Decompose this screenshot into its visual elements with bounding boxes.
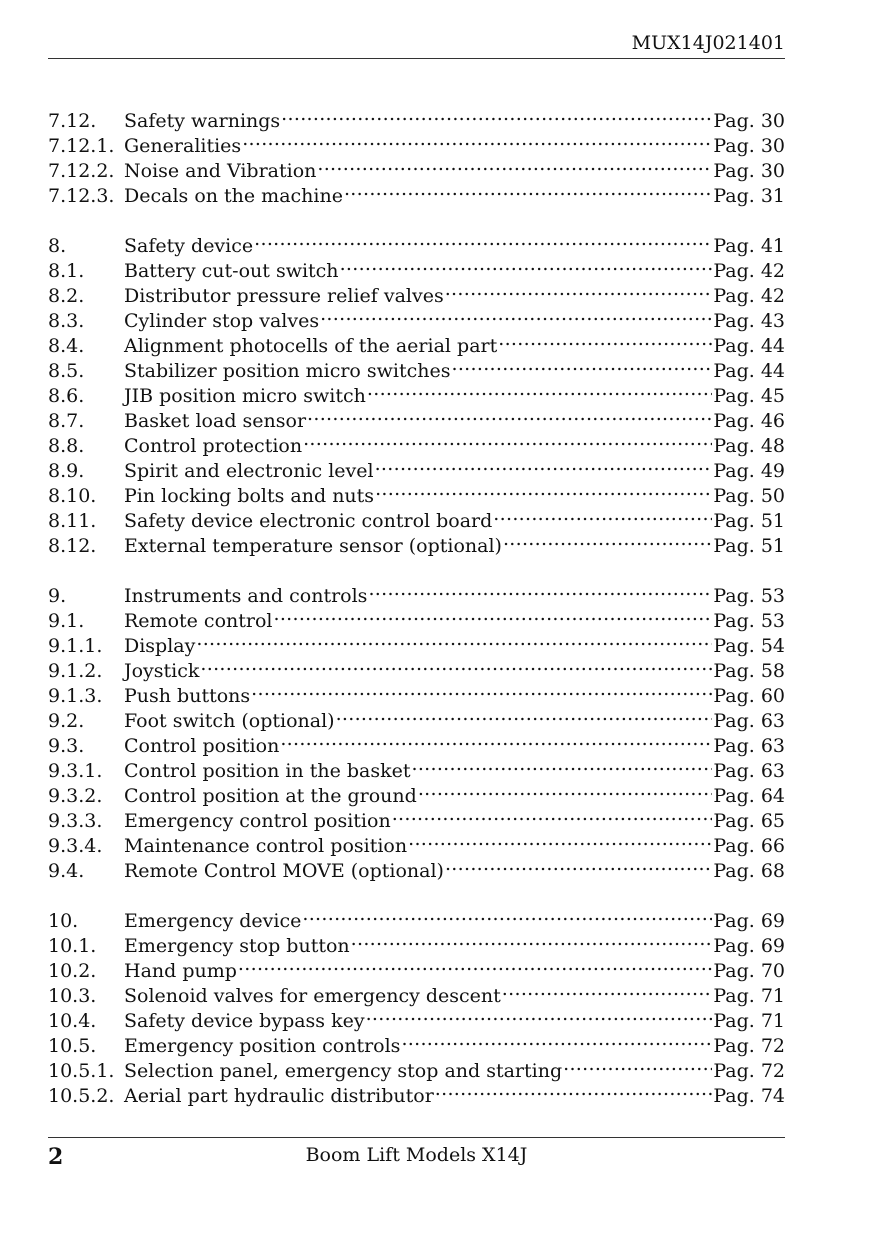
toc-entry-number: 10.2. [48,960,97,982]
toc-entry-number: 9.3.4. [48,835,103,857]
toc-entry-number: 8. [48,235,67,257]
dot-leader [340,252,713,277]
dot-leader [401,1027,712,1052]
dot-leader [563,1052,712,1077]
toc-entry-number: 9.3.1. [48,760,103,782]
toc-section [48,577,785,882]
toc-entry[interactable] [48,577,785,607]
toc-entry-page: Pag. 70 [713,960,785,982]
dot-leader [344,177,712,202]
toc-entry-number: 9.1.3. [48,685,103,707]
toc-entry[interactable] [48,102,785,132]
toc-entry-title: Spirit and electronic level [124,460,374,482]
dot-leader [302,902,712,927]
toc-entry-number: 8.11. [48,510,97,532]
toc-entry-page: Pag. 72 [713,1060,785,1082]
toc-entry-title: Basket load sensor [124,410,307,432]
toc-entry-title: Instruments and controls [124,585,368,607]
dot-leader [502,977,713,1002]
toc-entry-page: Pag. 48 [713,435,785,457]
dot-leader [242,127,712,152]
toc-entry-page: Pag. 50 [713,485,785,507]
toc-entry-number: 10.1. [48,935,97,957]
toc-entry-page: Pag. 42 [713,285,785,307]
toc-entry-number: 8.2. [48,285,85,307]
dot-leader [392,802,713,827]
toc-entry-title: Joystick [124,660,200,682]
dot-leader [196,627,712,652]
dot-leader [493,502,712,527]
page-header [48,0,785,59]
toc-entry-page: Pag. 54 [713,635,785,657]
dot-leader [238,952,712,977]
toc-entry-page: Pag. 64 [713,785,785,807]
toc-entry-title: Maintenance control position [124,835,408,857]
toc-entry-number: 8.12. [48,535,97,557]
toc-entry-title: Safety device [124,235,254,257]
toc-entry-title: Control protection [124,435,303,457]
toc-entry-title: Cylinder stop valves [124,310,320,332]
toc-entry-title: Alignment photocells of the aerial part [124,335,498,357]
toc-entry-page: Pag. 30 [713,160,785,182]
toc-entry-number: 7.12.3. [48,185,115,207]
toc-entry-page: Pag. 65 [713,810,785,832]
toc-entry-number: 9.3.2. [48,785,103,807]
toc-entry-title: Emergency control position [124,810,391,832]
toc-entry-title: Push buttons [124,685,251,707]
toc-entry-number: 8.10. [48,485,97,507]
toc-entry-number: 9.2. [48,710,85,732]
toc-entry-number: 10.3. [48,985,97,1007]
toc-entry-number: 9.1.1. [48,635,103,657]
toc-entry-page: Pag. 31 [713,185,785,207]
toc-entry-page: Pag. 74 [713,1085,785,1107]
toc-entry-title: Solenoid valves for emergency descent [124,985,501,1007]
toc-entry-page: Pag. 41 [713,235,785,257]
toc-entry-page: Pag. 58 [713,660,785,682]
toc-entry-title: Distributor pressure relief valves [124,285,444,307]
dot-leader [367,377,712,402]
toc-entry-number: 9.3.3. [48,810,103,832]
toc-entry-number: 9.3. [48,735,85,757]
toc-entry-title: JIB position micro switch [124,385,366,407]
dot-leader [254,227,712,252]
dot-leader [411,752,712,777]
toc-entry-page: Pag. 71 [713,985,785,1007]
toc-entry-page: Pag. 43 [713,310,785,332]
footer-title: Boom Lift Models X14J [305,1144,528,1166]
toc-entry-title: Safety warnings [124,110,281,132]
toc-entry-title: Remote control [124,610,273,632]
toc-entry-number: 9.1. [48,610,85,632]
toc-entry-title: Display [124,635,196,657]
toc-entry-title: Safety device bypass key [124,1010,365,1032]
dot-leader [273,602,712,627]
dot-leader [320,302,712,327]
toc-entry-title: Stabilizer position micro switches [124,360,451,382]
toc-entry-title: Battery cut-out switch [124,260,339,282]
dot-leader [251,677,712,702]
toc-entry-title: Decals on the machine [124,185,343,207]
toc-entry-page: Pag. 69 [713,910,785,932]
toc-entry-title: Hand pump [124,960,237,982]
document-id: MUX14J021401 [631,32,785,54]
toc-entry-title: Aerial part hydraulic distributor [124,1085,434,1107]
dot-leader [317,152,712,177]
toc-entry-page: Pag. 51 [713,510,785,532]
toc-entry-page: Pag. 51 [713,535,785,557]
toc-entry-title: Generalities [124,135,242,157]
toc-entry-title: Control position at the ground [124,785,417,807]
dot-leader [280,727,712,752]
toc-entry-page: Pag. 71 [713,1010,785,1032]
dot-leader [307,402,712,427]
page-number: 2 [48,1144,64,1170]
toc-entry-number: 10.4. [48,1010,97,1032]
toc-entry-number: 8.9. [48,460,85,482]
dot-leader [408,827,712,852]
toc-entry-title: Emergency stop button [124,935,350,957]
dot-leader [445,852,712,877]
dot-leader [445,277,713,302]
toc-entry-page: Pag. 63 [713,735,785,757]
toc-entry-page: Pag. 63 [713,760,785,782]
toc-entry-title: Pin locking bolts and nuts [124,485,375,507]
dot-leader [452,352,713,377]
dot-leader [368,577,712,602]
toc-entry-page: Pag. 46 [713,410,785,432]
dot-leader [498,327,712,352]
toc-entry-number: 10.5.1. [48,1060,115,1082]
toc-entry-page: Pag. 68 [713,860,785,882]
toc-entry-number: 8.6. [48,385,85,407]
toc-entry-title: Control position [124,735,280,757]
dot-leader [303,427,712,452]
toc-entry-number: 8.1. [48,260,85,282]
toc-entry-page: Pag. 49 [713,460,785,482]
toc-entry-number: 7.12.1. [48,135,115,157]
toc-section [48,102,785,207]
dot-leader [200,652,712,677]
toc-entry-title: Foot switch (optional) [124,710,335,732]
toc-section [48,227,785,557]
toc-entry-number: 8.7. [48,410,85,432]
toc-entry-number: 10.5. [48,1035,97,1057]
toc-entry-page: Pag. 66 [713,835,785,857]
dot-leader [366,1002,713,1027]
toc-entry-number: 10. [48,910,79,932]
toc-entry-title: External temperature sensor (optional) [124,535,502,557]
toc-entry-number: 8.4. [48,335,85,357]
toc-entry-title: Emergency position controls [124,1035,401,1057]
toc-entry-title: Selection panel, emergency stop and starting [124,1060,563,1082]
toc-entry-page: Pag. 45 [713,385,785,407]
toc-entry-number: 7.12.2. [48,160,115,182]
dot-leader [281,102,712,127]
toc-entry-number: 9. [48,585,67,607]
table-of-contents [48,102,785,1127]
toc-entry-page: Pag. 44 [713,335,785,357]
dot-leader [435,1077,713,1102]
toc-entry-title: Remote Control MOVE (optional) [124,860,444,882]
toc-entry-page: Pag. 30 [713,110,785,132]
toc-entry-page: Pag. 63 [713,710,785,732]
toc-entry-number: 9.1.2. [48,660,103,682]
dot-leader [336,702,713,727]
toc-entry-number: 10.5.2. [48,1085,115,1107]
toc-entry-page: Pag. 30 [713,135,785,157]
toc-entry-title: Safety device electronic control board [124,510,493,532]
toc-entry-number: 8.5. [48,360,85,382]
toc-entry-number: 7.12. [48,110,97,132]
toc-entry-page: Pag. 60 [713,685,785,707]
page-footer [48,1137,785,1170]
toc-entry-number: 8.8. [48,435,85,457]
dot-leader [503,527,712,552]
toc-entry-title: Noise and Vibration [124,160,317,182]
toc-entry-page: Pag. 53 [713,610,785,632]
toc-entry-page: Pag. 44 [713,360,785,382]
dot-leader [375,452,713,477]
dot-leader [418,777,712,802]
dot-leader [351,927,713,952]
toc-entry-page: Pag. 69 [713,935,785,957]
toc-section [48,902,785,1107]
toc-entry[interactable] [48,227,785,257]
toc-entry-title: Emergency device [124,910,302,932]
toc-entry-title: Control position in the basket [124,760,411,782]
toc-entry-page: Pag. 42 [713,260,785,282]
toc-entry-page: Pag. 72 [713,1035,785,1057]
toc-entry-number: 9.4. [48,860,85,882]
toc-entry-page: Pag. 53 [713,585,785,607]
dot-leader [375,477,712,502]
toc-entry[interactable] [48,902,785,932]
toc-entry-number: 8.3. [48,310,85,332]
